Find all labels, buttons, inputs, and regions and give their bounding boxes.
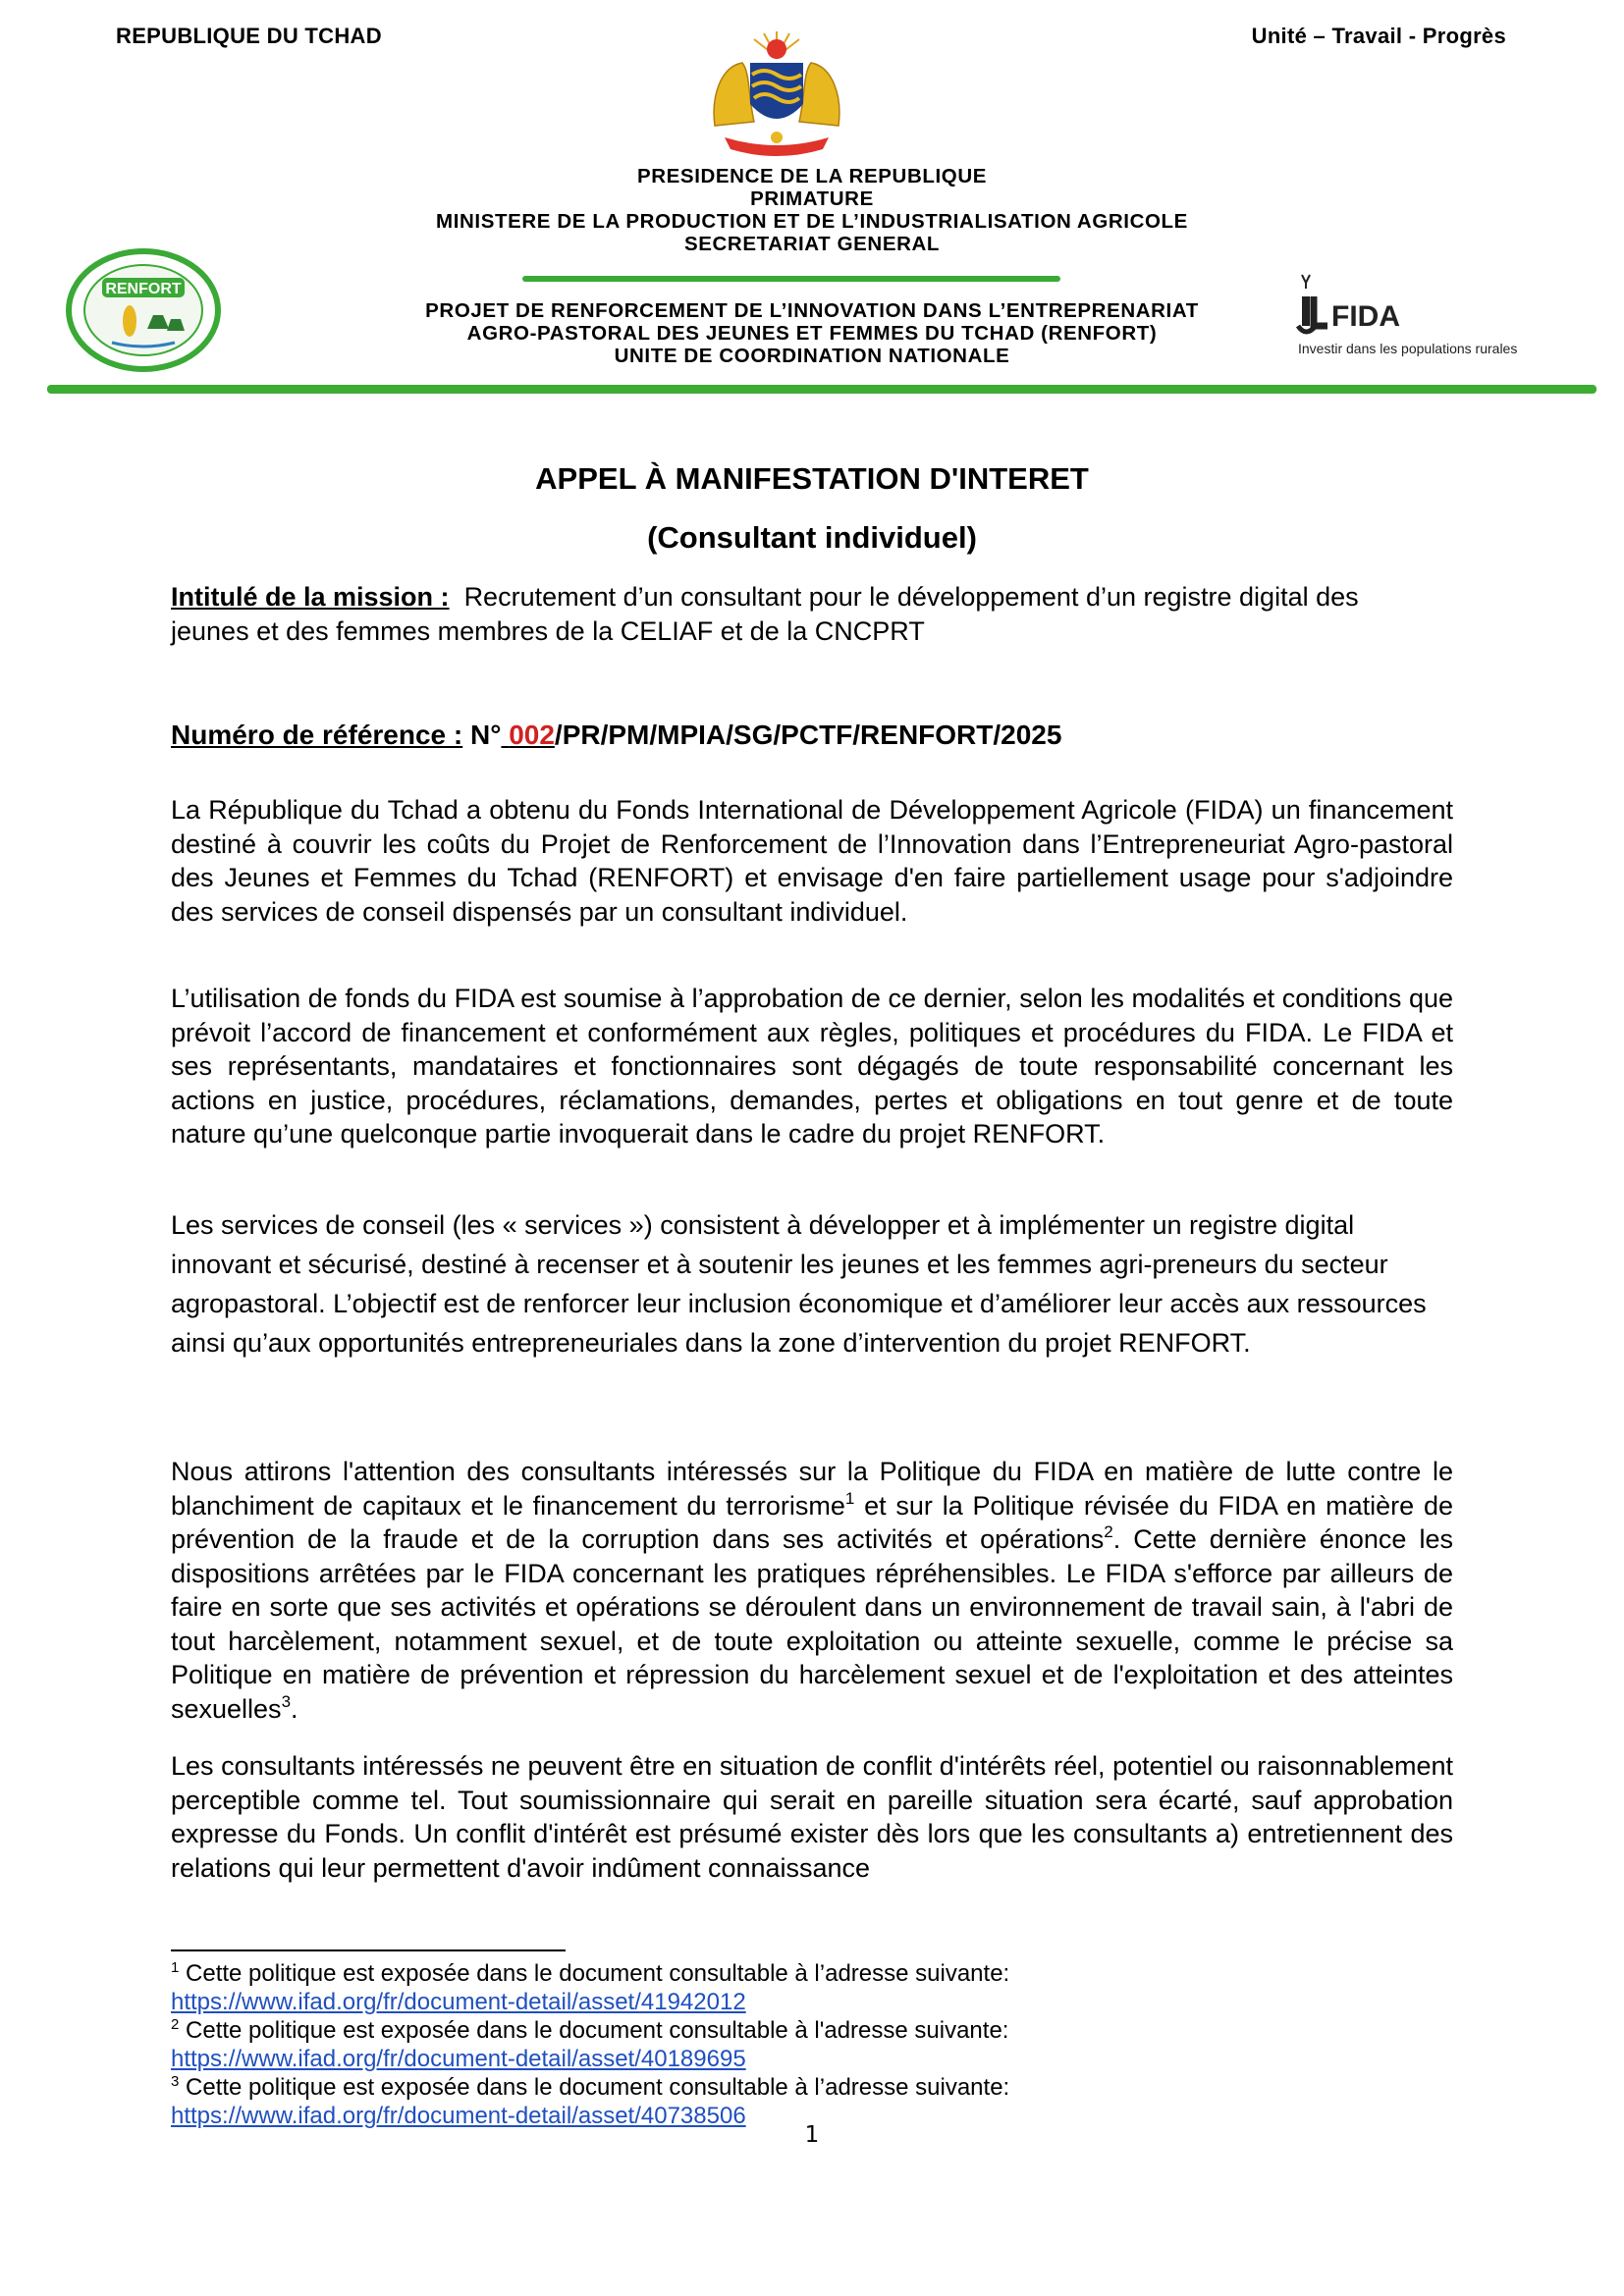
authorities-block <box>0 165 1624 255</box>
footnote-text: Cette politique est exposée dans le document consultable à l’adresse suivante: <box>186 1960 1010 1987</box>
footnote <box>171 1959 1447 2016</box>
fida-tagline: Investir dans les populations rurales <box>1298 341 1518 356</box>
footnote-mark: 1 <box>171 1959 180 1976</box>
footnote-mark: 3 <box>171 2073 180 2090</box>
authority-line: PRESIDENCE DE LA REPUBLIQUE <box>636 165 987 187</box>
paragraph: Les services de conseil (les « services ») consistent à développer et à implémenter un registre digital innovant et sécurisé, destiné à recenser et à soutenir les jeunes et les femmes agri-preneurs du secteur agropastoral. L’objectif est de renforcer leur inclusion économique et d’améliorer leur accès aux ressources ainsi qu’aux opportunités entrepreneuriales dans la zone d’intervention du projet RENFORT. <box>171 1210 1427 1358</box>
footnote-text: Cette politique est exposée dans le document consultable à l’adresse suivante: <box>186 2074 1010 2101</box>
page-number: 1 <box>804 2122 820 2148</box>
project-line: PROJET DE RENFORCEMENT DE L’INNOVATION DANS L’ENTREPRENARIAT <box>425 299 1199 322</box>
footnote-link[interactable]: https://www.ifad.org/fr/document-detail/asset/41942012 <box>171 1989 746 2015</box>
project-line: UNITE DE COORDINATION NATIONALE <box>614 345 1010 367</box>
reference-prefix: N° <box>470 720 502 750</box>
paragraph <box>171 1455 1453 1726</box>
authority-line: SECRETARIAT GENERAL <box>683 233 941 255</box>
divider <box>522 276 1060 282</box>
divider <box>47 385 1597 394</box>
mission-text: Recrutement d’un consultant pour le développement d’un registre digital des jeunes et des femmes membres de la CELIAF et de la CNCPRT <box>171 582 1359 646</box>
paragraph: L’utilisation de fonds du FIDA est soumise à l’approbation de ce dernier, selon les modalités et conditions que prévoit l’accord de financement et conformément aux règles, politiques et procédures du FIDA. Le FIDA et ses représentants, mandataires et fonctionnaires sont dégagés de toute responsabilité concernant les actions en justice, procédures, réclamations, demandes, pertes et obligations en tout genre et de toute nature qu’une quelconque partie invoquerait dans le cadre du projet RENFORT. <box>171 984 1453 1148</box>
chad-coat-of-arms-icon <box>703 27 850 161</box>
footnote-text: Cette politique est exposée dans le document consultable à l'adresse suivante: <box>186 2017 1009 2044</box>
footnotes <box>171 1959 1447 2130</box>
paragraph-part: et sur la Politique révisée du FIDA en matière de prévention de la fraude et de la corruption dans ses activités et opérations <box>171 1490 1453 1554</box>
authority-line: MINISTERE DE LA PRODUCTION ET DE L’INDUSTRIALISATION AGRICOLE <box>436 210 1188 233</box>
footnote-ref[interactable]: 3 <box>281 1691 292 1711</box>
footnote-separator <box>171 1949 566 1951</box>
authority-line: PRIMATURE <box>750 187 874 210</box>
paragraph: La République du Tchad a obtenu du Fonds International de Développement Agricole (FIDA) un financement destiné à couvrir les coûts du Projet de Renforcement de l’Innovation dans l’Entrepreneuriat Agro-pastoral des Jeunes et Femmes du Tchad (RENFORT) et envisage d'en faire partiellement usage pour s'adjoindre des services de conseil dispensés par un consultant individuel. <box>171 795 1453 927</box>
footnote-mark: 2 <box>171 2016 180 2033</box>
reference-line <box>171 720 1061 751</box>
paragraph-part: Nous attirons l'attention des consultants intéressés sur la Politique du FIDA en matière de lutte contre le blanchiment de capitaux et le financement du terrorisme <box>171 1457 1453 1521</box>
page-title: APPEL À MANIFESTATION D'INTERET <box>535 461 1089 496</box>
paragraph-part: . Cette dernière énonce les dispositions arrêtées par le FIDA concernant les pratiques répréhensibles. Le FIDA s'efforce par ailleurs de faire en sorte que ses activités et opérations se déroulent dans un environnement de travail sain, à l'abri de tout harcèlement, notamment sexuel, et de toute exploitation ou atteinte sexuelle, comme le précise sa Politique en matière de prévention et répression du harcèlement sexuel et de l'exploitation et des atteintes sexuelles <box>171 1524 1453 1724</box>
page-subtitle: (Consultant individuel) <box>647 520 977 555</box>
fida-logo <box>1294 269 1530 359</box>
footnote-link[interactable]: https://www.ifad.org/fr/document-detail/asset/40738506 <box>171 2103 746 2129</box>
mission-block <box>171 580 1379 648</box>
reference-label: Numéro de référence : <box>171 720 463 750</box>
footnote-ref[interactable]: 1 <box>844 1488 855 1508</box>
fida-logo-text: FIDA <box>1331 300 1400 333</box>
country-name: REPUBLIQUE DU TCHAD <box>116 24 382 48</box>
national-motto: Unité – Travail - Progrès <box>1251 24 1506 48</box>
footnote-ref[interactable]: 2 <box>1104 1522 1113 1541</box>
footnote <box>171 2016 1447 2073</box>
reference-number: 002 <box>509 720 555 750</box>
footnote-link[interactable]: https://www.ifad.org/fr/document-detail/asset/40189695 <box>171 2046 746 2072</box>
project-line: AGRO-PASTORAL DES JEUNES ET FEMMES DU TCHAD (RENFORT) <box>466 322 1158 345</box>
renfort-logo-text: RENFORT <box>105 281 182 297</box>
paragraph-part: . <box>291 1693 298 1724</box>
paragraph: Les consultants intéressés ne peuvent être en situation de conflit d'intérêts réel, potentiel ou raisonnablement perceptible comme tel. Tout soumissionnaire qui serait en pareille situation sera écarté, sauf approbation expresse du Fonds. Un conflit d'intérêt est présumé exister dès lors que les consultants a) entretiennent des relations qui leur permettent d'avoir indûment connaissance <box>171 1751 1453 1883</box>
reference-suffix: /PR/PM/MPIA/SG/PCTF/RENFORT/2025 <box>554 720 1062 750</box>
mission-label: Intitulé de la mission : <box>171 582 450 612</box>
